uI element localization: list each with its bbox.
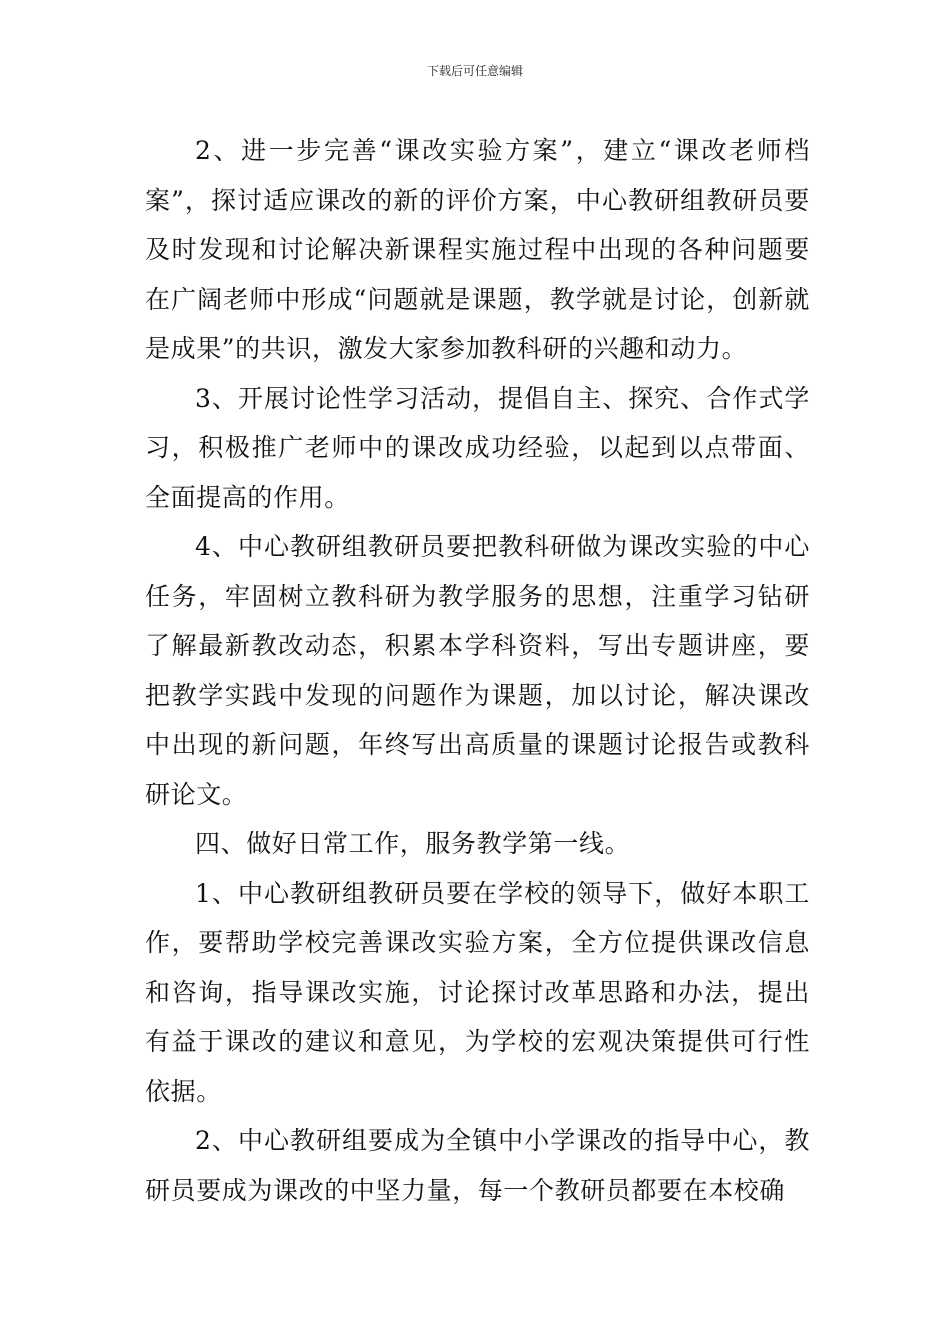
paragraph-3: 4、中心教研组教研员要把教科研做为课改实验的中心任务，牢固树立教科研为教学服务的思想，注重学习钻研了解最新教改动态，积累本学科资料，写出专题讲座，要把教学实践中发现的问题作为课题，加以讨论，解决课改中出现的新问题，年终写出高质量的课题讨论报告或教科研论文。 (145, 532, 810, 809)
paragraph-6: 2、中心教研组要成为全镇中小学课改的指导中心，教研员要成为课改的中坚力量，每一个教研员都要在本校确 (145, 1126, 810, 1205)
page-header-note: 下载后可任意编辑 (426, 64, 523, 78)
document-body (145, 126, 810, 1215)
paragraph-5: 1、中心教研组教研员要在学校的领导下，做好本职工作，要帮助学校完善课改实验方案，全方位提供课改信息和咨询，指导课改实施，讨论探讨改革思路和办法，提出有益于课改的建议和意见，为学校的宏观决策提供可行性依据。 (145, 878, 810, 1106)
section-heading-4: 四、做好日常工作，服务教学第一线。 (195, 829, 631, 858)
paragraph-1: 2、进一步完善“课改实验方案”，建立“课改老师档案”，探讨适应课改的新的评价方案，中心教研组教研员要及时发现和讨论解决新课程实施过程中出现的各种问题要在广阔老师中形成“问题就是课题，教学就是讨论，创新就是成果”的共识，激发大家参加教科研的兴趣和动力。 (145, 136, 810, 363)
paragraph-2: 3、开展讨论性学习活动，提倡自主、探究、合作式学习，积极推广老师中的课改成功经验，以起到以点带面、全面提高的作用。 (145, 383, 810, 512)
